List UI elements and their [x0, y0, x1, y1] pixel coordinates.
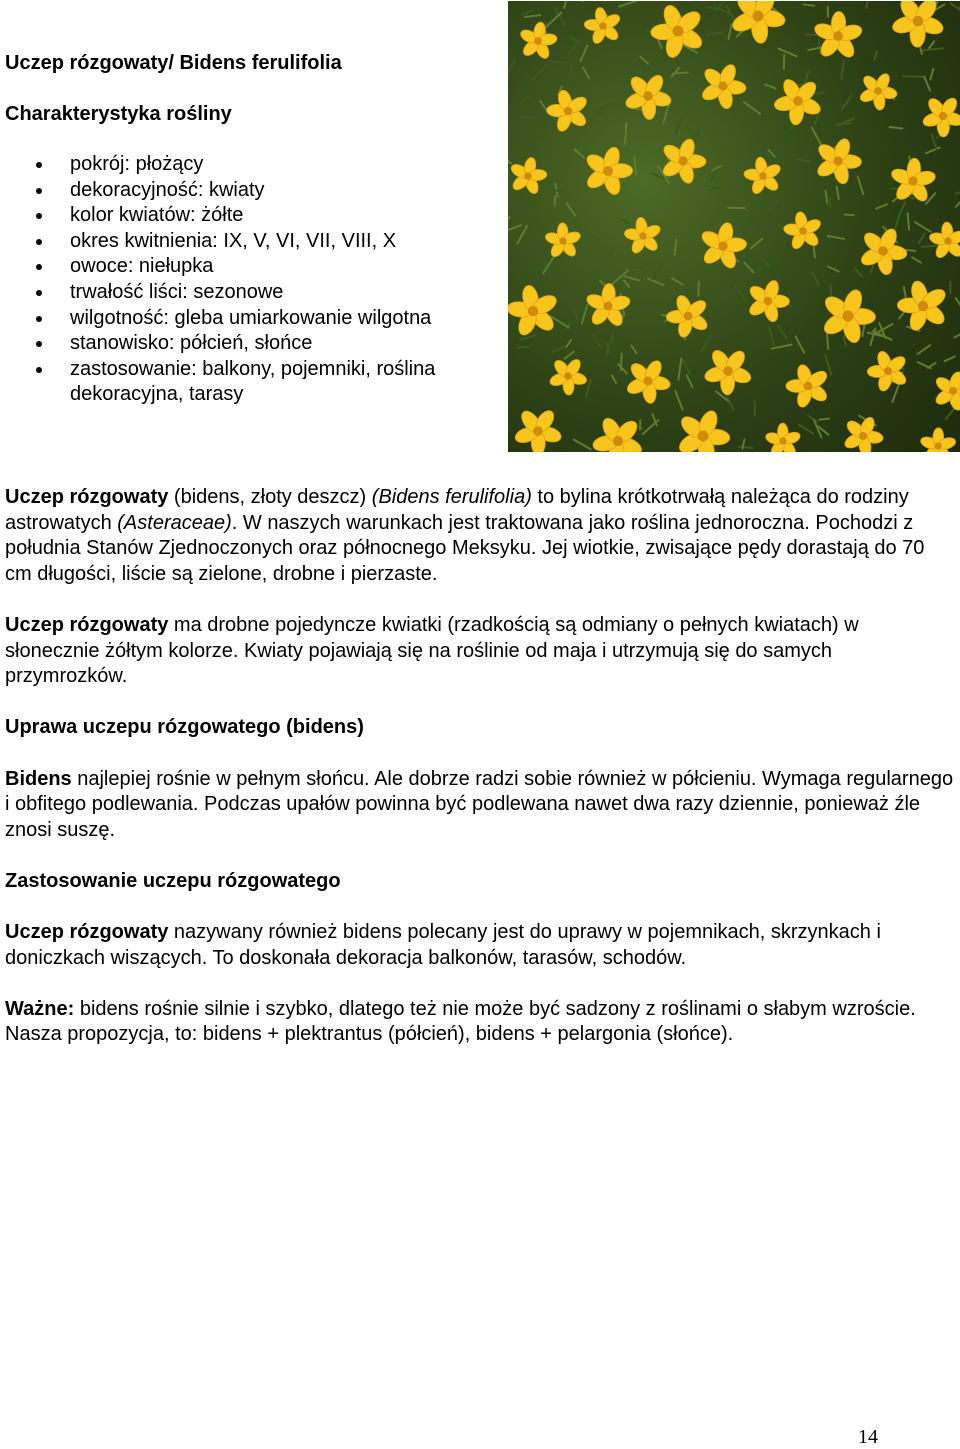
flower-shape — [786, 363, 830, 409]
flower-shape — [519, 21, 558, 60]
flower-shape — [773, 77, 823, 126]
page-number: 14 — [858, 1426, 878, 1449]
flower-shape — [666, 293, 710, 338]
bidens-flowers-photo — [508, 1, 960, 452]
flower-shape — [546, 89, 589, 133]
bold-term: Ważne: — [5, 998, 74, 1020]
list-item: pokrój: płożący — [0, 152, 500, 178]
paragraph-usage — [5, 920, 955, 971]
flower-shape — [676, 408, 730, 452]
flower-shape — [730, 1, 787, 44]
list-item: zastosowanie: balkony, pojemniki, roślina dekoracyjna, tarasy — [0, 357, 500, 408]
list-item: trwałość liści: sezonowe — [0, 280, 500, 306]
flower-shape — [592, 415, 644, 452]
family-name: (Asteraceae) — [117, 512, 232, 534]
bold-term: Uczep rózgowaty — [5, 486, 168, 508]
flower-shape — [548, 357, 588, 395]
list-item: stanowisko: półcień, słońce — [0, 331, 500, 357]
bold-term: Bidens — [5, 768, 72, 790]
paragraph-description — [5, 485, 955, 587]
bold-term: Uczep rózgowaty — [5, 614, 168, 636]
text-run: najlepiej rośnie w pełnym słońcu. Ale dobrze radzi sobie również w półcieniu. Wymaga regularnego i obfitego podlewania. Podczas upałów powinna być podlewana nawet dwa razy dziennie, ponieważ źle znosi suszę. — [5, 768, 953, 841]
article-body — [5, 485, 955, 1074]
flower-shape — [815, 137, 862, 186]
list-item: kolor kwiatów: żółte — [0, 203, 500, 229]
flower-shape — [867, 350, 908, 393]
flower-shape — [508, 284, 559, 338]
text-run: . W naszych warunkach jest traktowana jako roślina jednoroczna. Pochodzi z południa Stanów Zjednoczonych oraz północnego Meksyku. Jej wiotkie, zwisające pędy dorastają do 70 cm długości, liście są zielone, drobne i pierzaste. — [5, 512, 924, 585]
flower-shape — [699, 221, 747, 270]
flower-shape — [928, 222, 960, 260]
flower-shape — [747, 279, 790, 324]
list-item: owoce: niełupka — [0, 254, 500, 280]
flowers-image — [508, 1, 960, 452]
text-run: (bidens, złoty deszcz) — [168, 486, 371, 508]
flower-shape — [743, 156, 782, 195]
section-heading-cultivation: Uprawa uczepu rózgowatego (bidens) — [5, 715, 955, 741]
flower-shape — [858, 72, 898, 111]
flower-shape — [919, 428, 957, 452]
paragraph-important — [5, 997, 955, 1048]
paragraph-flowers — [5, 613, 955, 690]
paragraph-cultivation — [5, 767, 955, 844]
list-item: wilgotność: gleba umiarkowanie wilgotna — [0, 306, 500, 332]
flower-shape — [921, 95, 960, 137]
flower-shape — [509, 156, 547, 195]
list-item: dekoracyjność: kwiaty — [0, 178, 500, 204]
flower-shape — [783, 211, 823, 251]
flower-shape — [889, 158, 936, 204]
flower-shape — [584, 145, 633, 196]
flower-shape — [650, 3, 705, 59]
latin-name: (Bidens ferulifolia) — [372, 486, 532, 508]
flower-shape — [625, 358, 671, 404]
flower-shape — [585, 283, 632, 328]
document-title: Uczep rózgowaty/ Bidens ferulifolia — [5, 50, 342, 76]
flower-shape — [544, 223, 582, 259]
flower-shape — [859, 226, 908, 275]
list-item: okres kwitnienia: IX, V, VI, VII, VIII, X — [0, 229, 500, 255]
flower-shape — [933, 370, 960, 411]
flower-shape — [513, 407, 563, 452]
section-heading-usage: Zastosowanie uczepu rózgowatego — [5, 869, 955, 895]
text-run: bidens rośnie silnie i szybko, dlatego też nie może być sadzony z roślinami o słabym wzroście. Nasza propozycja, to: bidens + plektrantus (półcień), bidens + pelargonia (słońce). — [5, 998, 916, 1046]
text-run: to bylina krótkotrwałą należąca do rodziny astrowatych — [5, 486, 909, 534]
flower-shape — [660, 137, 706, 185]
flower-shape — [843, 415, 884, 452]
flower-shape — [584, 7, 622, 46]
flower-shape — [703, 347, 753, 395]
characteristics-list — [0, 152, 500, 408]
flower-shape — [700, 62, 747, 110]
flower-shape — [624, 72, 673, 120]
flower-shape — [821, 287, 876, 344]
text-run: ma drobne pojedyncze kwiatki (rzadkością są odmiany o pełnych kwiatach) w słonecznie żółtym kolorze. Kwiaty pojawiają się na roślinie od maja i utrzymują się do samych przymrozków. — [5, 614, 859, 687]
text-run: nazywany również bidens polecany jest do uprawy w pojemnikach, skrzynkach i doniczkach wiszących. To doskonała dekoracja balkonów, tarasów, schodów. — [5, 921, 881, 969]
bold-term: Uczep rózgowaty — [5, 921, 168, 943]
flower-shape — [764, 423, 801, 452]
section-heading-characteristics: Charakterystyka rośliny — [5, 101, 232, 127]
